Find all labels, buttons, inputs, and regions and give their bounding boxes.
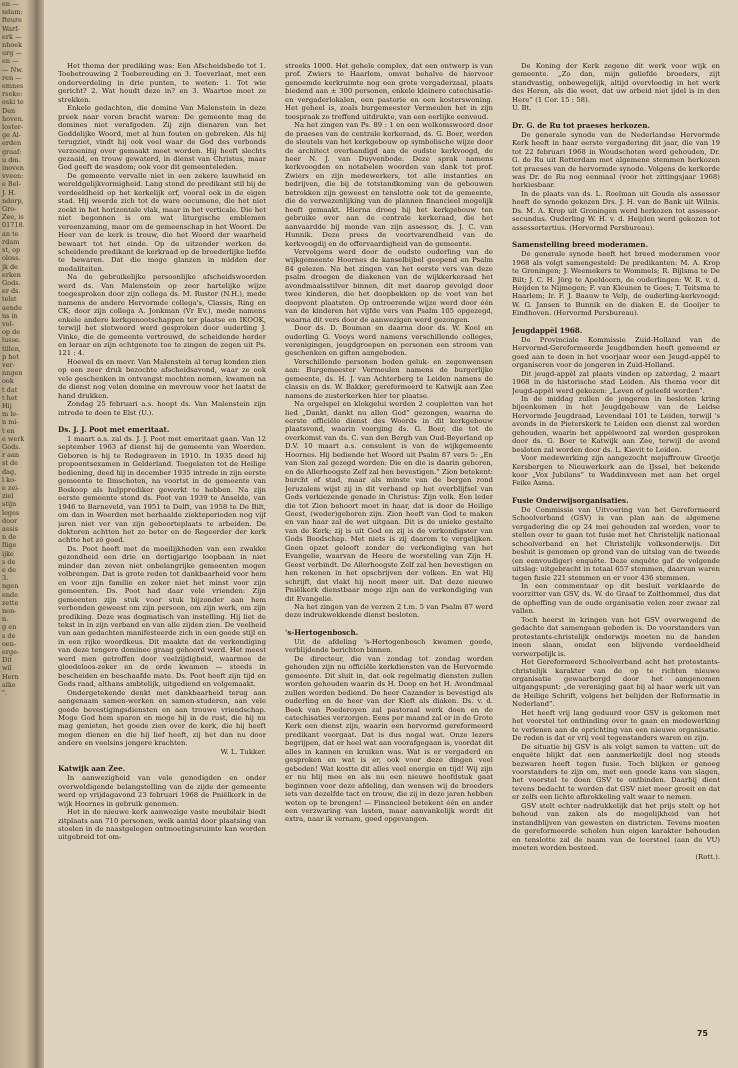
paragraph: Het thema der prediking was: Een Afscheidsbede tot 1. Toebetrouwing 2 Toebereuding en 3. Toeverlaat, met een onderverdeling in drie punten, te weten: 1. Tot wie gericht? 2. Wat houdt deze in? en 3. Waartoe moet ze strekken.: [58, 62, 266, 104]
gutter-fragment: zette: [2, 598, 19, 607]
adjacent-page-edge: [0, 0, 36, 1068]
gutter-fragment: emnes: [2, 82, 24, 91]
paragraph: Het Gereformeerd Schoolverband acht het protestants-christelijk karakter van de op te richten nieuwe organisatie gewaarborgd door het aangenomen uitgangspunt: „de vereniging gaat bij al haar werk uit van de Heilige Schrift, volgens het belijden der Reformatie in Nederland”.: [512, 658, 720, 709]
gutter-fragment: r aan: [2, 451, 20, 460]
paragraph: Ds. Poot heeft met de moeilijkheden van een zwakke gezondheid een drie en dertigjarige loopbaan in niet minder dan zeven niet onbelangrijke gemeenten mogen volbrengen. Dat is grote reden tot dankbaarheid voor hem en voor zijn familie en zeker niet het minst voor zijn gemeenten. Ds. Poot had daar vele vrienden: Zijn gemeenten zijn stuk voor stuk bijzonder aan hem verbonden geweest om zijn persoon, om zijn werk, om zijn prediking. Deze was dogmatisch van instelling. Hij liet de tekst in in zijn verband en van alle zijden zien. De veelheid van aan gedachten manifesteerde zich in een goede stijl en in een rijke woordkeus. Dit maakte dat de verkondiging van deze tengere dominee graag gehoord werd. Het meest werd men getroffen door veelzijdigheid, waarmee de gloedeloos-zeker en de orde kwamen — steeds in bescheiden en beschaafde mate. Ds. Poot heeft zijn tijd en Gods raad, althans ambtelijk, uitgediend en volgemaakt.: [58, 544, 266, 689]
paragraph: Enkele gedachten, die domine Van Malenstein in deze preek naar voren bracht waren: De gemeente mag de domines niet verafgoden. Zij zijn dienaren van het Goddelijke Woord, met al hun fouten en gebreken. Als hij terugziet, vindt hij ook veel waar de God des verbonds verzoening over gemaakt moet worden. Hij heeft slechts gezaaid, en trouw gewaterd, in dienst van Christus, maar God geeft de wasdom; ook voor dit gemeenteleden.: [58, 104, 266, 172]
paragraph: Na de gebruikelijke persoonlijke afscheidswoorden werd ds. Van Malenstein op zeer hartelijke wijze toegesproken door zijn collega ds. M. Ruster (N.H.), mede namens de andere Hervormde collega's, Classis, Ring en CK; door zijn collega A. Jonkman (Vr Ev.), mede namens enkele andere kerkgenootschappen ter plaatse en IKOOK, terwijl het slotwoord werd gesproken door ouderling J. Vinke, die de gemeente vertrouwd, de scheidende herder en leraar en zijn echtgenote toe te zingen de zegen uit Ps. 121 : 4.: [58, 273, 266, 358]
article-columns: [58, 62, 720, 1042]
paragraph: De directeur, die van zondag tot zondag worden gehouden zijn nu officiële kerkdiensten van de Hervormde gemeente. Dit sluit in, dat ook regelmatig diensten zullen worden gehouden waarin ds H. Doop en het H. Avondmaal zullen worden bediend. De heer Cazander is bevestigd als ouderling en de heer van der Kieft als diaken. Ds. v. d. Beek van Poederoyen zal pastoraal werk doen en de catechisaties verzorgen. Eens per maand zal er in de Grote Kerk een dienst zijn, waarin een hervormd gereformeerd predikant voorgaat. Dat is dus nogal wat. Onze lezers begrijpen, dat er heel wat aan voorafgegaan is, voordat dit alles in kannen en kruiken was. Wat is er vergaderd en gesproken en wat is er, ook voor deze dingen veel gebeden! Wat kostte dit alles veel energie en tijd! Wij zijn er nu blij mee en als nu een nieuwe hoofdstuk gaat beginnen voor deze afdeling, dan wensen wij de broeders iets van dezelfde tact en trouw, die zij in deze jaren hebben weten op te brengen! — Financieel betekent één en ander een verzwaring van lasten, maar aanvankelijk wordt dit extra, naar ik vernam, goed opgevangen.: [285, 654, 493, 824]
gutter-fragment: m le-: [2, 410, 19, 419]
paragraph: De Commissie van Uitvoering van het Gereformeerd Schoolverband (GSV) is van plan aan de algemene vergadering die op 24 mei gehouden zal worden, voor te stellen over te gaan tot fusie met het Christelijk nationaal schoolverband en het Christelijk volksonderwijs. Dit besluit is genomen op grond van de uitslag van de tweede (en eenvoudiger) enquête. Deze enquête gaf de volgende uitslag: uitgebracht in totaal 657 stemmen, daarvan waren tegen fusie 221 stemmen en er voor 436 stemmen.: [512, 505, 720, 582]
column-middle: [285, 62, 493, 1042]
gutter-fragment: graaf:: [2, 147, 22, 156]
gutter-fragment: st, op: [2, 246, 21, 255]
gutter-fragment: flige: [2, 541, 17, 550]
gutter-fragment: p het: [2, 352, 19, 361]
paragraph: Voor medewerking zijn aangezocht mejuffrouw Greetje Kersbergen te Nieuwerkerk aan de IJssel, het bekende koor „Vox Jubilans” te Waddinxveen met aan het orgel Feike Asma.: [512, 454, 720, 488]
paragraph: Het in de nieuwe kerk aanwezige vaste meubilair biedt zitplaats aan 710 personen, welk aantal door plaatsing van stoelen in de naastgelegen ontmoetingsruimte kan worden uitgebreid tot om-: [58, 808, 266, 842]
gutter-fragment: op de: [2, 328, 21, 337]
gutter-fragment: t en: [2, 426, 15, 435]
paragraph: Zondag 25 februari a.s. hoopt ds. Van Malenstein zijn intrede te doen te Elst (U.).: [58, 400, 266, 417]
paragraph: Verschillende personen boden geluk- en zegenwensen aan: Burgemeester Vermeulen namens de burgerlijke gemeente, ds. H. J. van Achterberg te Leiden namens de classis en ds. W. Bakker, gereformeerd te Katwijk aan Zee namens de zusterkerken hier ter plaatse.: [285, 357, 493, 400]
paragraph: De Koning der Kerk zegene dit werk voor wijk en gemeente. „Zo dan, mijn geliefde broeders, zijt standvastig, onbewegelijk, altijd overvloedig in het werk des Heren, als die weet, dat uw arbeid niet ijdel is in den Here” (1 Cor. 15 : 58).: [512, 62, 720, 104]
gutter-fragment: erge-: [2, 648, 20, 657]
gutter-fragment: ".: [2, 689, 8, 698]
paragraph: In een commentaar op dit besluit verklaarde de voorzitter van GSV, ds. W. de Graaf te Zaltbommel, dus dat de opheffing van de oude organisatie velen zeer zwaar zal vallen.: [512, 582, 720, 616]
gutter-fragment: n.: [2, 615, 9, 624]
gutter-fragment: ook: [2, 377, 14, 386]
paragraph: GSV stelt echter nadrukkelijk dat het prijs stelt op het behoud van zaken als de mogelijkheid van het instandblijven van gewesten en districten. Tevens moeten de gereformeerde scholen hun eigen karakter behouden en tenslotte zal de naam van de leerstoel (aan de VU) moeten worden besteed.: [512, 801, 720, 853]
section-heading: 's-Hertogenbosch.: [285, 627, 359, 637]
gutter-fragment: n de: [2, 533, 17, 542]
gutter-fragment: ver-: [2, 360, 15, 369]
paragraph: Door ds. D. Bouman en daarna door ds. W. Kool en ouderling G. Vooys werd namens verschillende colleges, verenigingen, jeugdgroepen en personen een stroom van geschenken en giften aangeboden.: [285, 324, 493, 358]
section-heading: Samenstelling breed moderamen.: [512, 240, 648, 250]
gutter-fragment: u dm.: [2, 155, 21, 164]
gutter-fragment: aende: [2, 303, 22, 312]
paragraph: In aanwezigheid van vele genodigden en onder overweldigende belangstelling van de zijde der gemeente werd op vrijdagavond 23 februari 1968 de Pniëlkerk in de wijk Hoornes in gebruik genomen.: [58, 774, 266, 808]
section-heading: Ds. J. J. Poot met emeritaat.: [58, 425, 170, 435]
gutter-fragment: nngen: [2, 369, 23, 378]
gutter-fragment: rseke:: [2, 90, 23, 99]
paragraph: Uit de afdeling 's-Hertogenbosch kwamen goede, verblijdende berichten binnen.: [285, 637, 493, 655]
gutter-fragment: Den: [2, 106, 16, 115]
gutter-fragment: e werk: [2, 434, 25, 443]
gutter-fragment: leges: [2, 508, 20, 517]
gutter-fragment: hoven.: [2, 114, 24, 123]
gutter-fragment: eski te: [2, 98, 24, 107]
gutter-fragment: ge Al-: [2, 131, 22, 140]
gutter-fragment: ngen: [2, 582, 19, 591]
gutter-fragment: ijke: [2, 549, 14, 558]
gutter-fragment: non-: [2, 607, 17, 616]
gutter-fragment: jk de: [2, 262, 19, 271]
gutter-fragment: ns in: [2, 311, 18, 320]
gutter-fragment: urg —: [2, 49, 23, 58]
paragraph: In de plaats van ds. L. Roelman uit Gouda als assessor heeft de synode gekozen Drs. J. H. van de Bank uit Wilnis. Ds. M. A. Krop uit Groningen werd herkozen tot assessor-secundus. Ouderling W. H. v. d. Heijden werd gekozen tot assessortertius. (Hervormd Persbureau).: [512, 189, 720, 232]
gutter-fragment: s de: [2, 557, 16, 566]
section-heading: Katwijk aan Zee.: [58, 764, 126, 774]
gutter-fragment: Gods.: [2, 278, 21, 287]
gutter-fragment: s de: [2, 631, 16, 640]
paragraph: Na orgelspel en klokgelui werden 2 coupletten van het lied „Dankt, dankt nu allen God” gezongen, waarna de eerste officiële dienst des Woords in dit kerkgebouw plaatsvond, waarin voorging ds. G. Boer, die tot de overkomst van ds. C. van den Bergh van Oud-Beyerland op D.V. 10 maart a.s. consulent is van de wijkgemeente Hoornes. Hij bediende het Woord uit Psalm 87 vers 5: „En van Sion zal gezegd worden: Die en die is daarin geboren, en de Allerhoogste Zelf zal hen bevestigen.” Zion betekent: burcht of stad, maar als minste van de bergen rond Jeruzalem wijst zij in dit verband op het overblijfsel van Gods verkiezende genade in Christus: Zijn volk. Een leder die tot Zion behoort moet in haar, dat is door de Heilige Geest, (weder)geboren zijn. Zion heeft van God te maken en van haar zal de wet uitgaan. Dit is de unieke gestalte van de Kerk; zij is uit God en zij is de verkondigster van Gods Boodschap. Met niets is zij daarom te vergelijken. Geen opzet gelooft zonder de verkondiging van het Evangelie, waarvan de Heere de worsteling van Zijn H. Geest verbindt. De Allerhoogste Zelf zal hen bevestigen en hen rekenen in het opschrijven der volken. En wat Hij schrijft, dat vlakt hij nooit meer uit. Dat deze nieuwe Pniëlkerk dienstbaar moge zijn aan de verkondiging van dit Evangelie.: [285, 400, 493, 603]
gutter-fragment: 3.: [2, 574, 9, 583]
gutter-fragment: erken: [2, 270, 21, 279]
paragraph: Dit jeugd-appèl zal plaats vinden op zaterdag, 2 maart 1968 in de historische stad Leiden. Als thema voor dit Jeugd-appèl werd gekozen: „Leven of geleefd worden”.: [512, 369, 720, 395]
paragraph: U. Bt.: [512, 104, 532, 113]
paragraph: streeks 1000. Het gehele complex, dat een ontwerp is van prof. Zwiers te Haarlem, omvat behalve de hiervoor genoemde kerkruimte nog een grote vergaderzaal, plaats biedend aan ± 300 personen, enkele kleinere catechisatie- en vergaderlokalen, een pastorie en een kosterswoning. Het geheel is, zoals burgemeester Vermeulen het in zijn toespraak zo treffend uitdrukte, van een eerlijke eenvoud.: [285, 62, 493, 121]
gutter-fragment: Hij: [2, 401, 12, 410]
gutter-fragment: t dat: [2, 385, 18, 394]
paragraph: In de middag zullen de jongeren in besloten kring bijeenkomen in het Jeugdgebouw van de Leidse Hervormde Jeugdraad, Levendaal 101 te Leiden, terwijl 's avonds in de Pieterskerk te Leiden een dienst zal worden gehouden, waarin het appèlwoord zal worden gesproken door ds. G. Boer te Katwijk aan Zee, terwijl de avond besloten zal worden door ds. L. Kievit te Leiden.: [512, 394, 720, 454]
gutter-fragment: — Nw.: [2, 65, 24, 74]
gutter-fragment: dag,: [2, 467, 17, 476]
gutter-fragment: tillen,: [2, 344, 21, 353]
paragraph: Na het zingen van Ps. 89 : 1 en een welkomswoord door de praeses van de centrale kerkeraad, ds. G. Boer, werden de sleutels van het kerkgebouw op symbolische wijze door de architect overhandigd aan de oudste kerkvoogd, de heer N. J. van Duyvenbode. Deze sprak namens kerkvoogden en notabelen woorden van dank tot prof. Zwiers en zijn medewerkers, tot alle instanties en bedrijven, die bij de totstandkoming van de gebouwen betrokken zijn geweest en tenslotte ook tot de gemeente, die de verwezenlijking van de plannen financieel mogelijk heeft gemaakt. Hierna droeg hij het kerkgebouw ten gebruike over aan de centrale kerkeraad, die het aanvaardde bij monde van zijn assessor, ds. J. C. van Hunnik. Deze prees de voortvarendheid van de kerkvoogdij en de offervaardigheid van de gemeente.: [285, 121, 493, 248]
gutter-fragment: ndorp,: [2, 196, 24, 205]
gutter-fragment: e zei-: [2, 483, 20, 492]
gutter-fragment: oloss.: [2, 254, 21, 263]
gutter-fragment: door: [2, 516, 18, 525]
paragraph: De generale synode heeft het breed moderamen voor 1968 als volgt samengesteld: De predikanten: M. A. Krop te Groningen; J. Weemekers te Wommels; R. Bijlsma te De Bilt; J. C. H. Jörg te Apeldoorn, de ouderlingen: W. R. v. d. Heijden te Nijmegen; F. van Kleunen te Goes; T. Teitsma te Haarlem; Ir. F. J. Baauw te Velp, de ouderling-kerkvoogd: W. G. Jansen te Bunnik en de diaken E. de Gooijer te Eindhoven. (Hervormd Persbureau).: [512, 250, 720, 318]
gutter-fragment: vol-: [2, 319, 14, 328]
gutter-fragment: Warf-: [2, 24, 20, 33]
gutter-fragment: 01718.: [2, 221, 25, 230]
gutter-fragment: an te: [2, 229, 19, 238]
newspaper-page: [44, 0, 738, 1068]
gutter-fragment: l ko-: [2, 475, 17, 484]
gutter-fragment: erden: [2, 139, 22, 148]
gutter-fragment: erk —: [2, 32, 22, 41]
author-signature: W. L. Tukker.: [220, 747, 266, 756]
paragraph: Vervolgens werd door de oudste ouderling van de wijkgemeente Hoornes de kanselbijbel geopend en Psalm 84 gelezen. Na het zingen van het eerste vers van deze psalm droegen de diakenen van de wijkkerkeraad het avondmaalsstilver binnen, dit met daarop gevolgd door twee kinderen, die het doopbekken op de voet van het doopvont plaatsten. Op ontroerende wijze werd door één van de kinderen het vijfde vers van Psalm 105 opgezegd, waarna dit vers door de aanwezigen werd gezongen.: [285, 247, 493, 324]
gutter-fragment: Zee, is: [2, 213, 24, 222]
gutter-fragment: wil: [2, 664, 12, 673]
gutter-fragment: alke: [2, 680, 16, 689]
gutter-fragment: telst: [2, 295, 17, 304]
gutter-fragment: Gro-: [2, 205, 17, 214]
gutter-fragment: ziel: [2, 492, 14, 501]
gutter-fragment: e Bel-: [2, 180, 21, 189]
gutter-fragment: J. H.: [2, 188, 16, 197]
gutter-fragment: ende: [2, 590, 19, 599]
gutter-fragment: en —: [2, 57, 19, 66]
column-right: [512, 62, 720, 1042]
paragraph: De gemeente vervalle niet in een zekere lauwheid en wereldgelijkvormigheid. Lang stond de predikant stil bij de verdeeldheid op het kerkelijk erf, vooral ook in de eigen stad. Hij weerde zich tot de ware oecumene, die het niet zoekt in het horizontale vlak, maar in het verticale. Die het niet begonnen is om wat liturgische emblemen vereenzaming, maar om de gemeenschap in het Woord. De Heer van de kerk is trouw, die het Woord der waarheid bewaart tot het einde. Op de uitzonder werken de scheidende predikant de kerkraad op de broederlijke liefde te bewaren. Dat die moge glanzen in midden der modaliteiten.: [58, 171, 266, 273]
section-heading: Jeugdappèl 1968.: [512, 325, 583, 335]
paragraph: 1 maart a.s. zal ds. J. J. Poot met emeritaat gaan. Van 12 september 1963 af dienst hij de gemeente van Woerden. Geboren is hij te Rodegraven in 1910. In 1935 deed hij propoentsexamen in Gelderland. Toegelaten tot de Heilige bediening, deed hij in december 1935 intrede in zijn eerste gemeente te Ilmschoten, na voortst in de gemeente van Boskoop als hulpprediker gewerkt te hebben. Na zijn eerste gemeente stond ds. Poot van 1939 te Anselde, van 1946 te Barneveld, van 1951 te Delft, van 1958 te De Bilt, om dan in Woerden met herhaalde ziekteperioden nog vijf jaren niet ver van zijn geboorteplaats te arbeiden. De doktoren achtten het zo beter en de Regeerder der kerk achtte het zó goed.: [58, 435, 266, 545]
gutter-fragment: inoven: [2, 164, 24, 173]
gutter-fragment: lusse.: [2, 336, 21, 345]
gutter-fragment: Dit: [2, 656, 12, 665]
gutter-fragment: ndam:: [2, 8, 23, 17]
gutter-fragment: loster-: [2, 123, 24, 132]
paragraph: Ondergetekende denkt met dankbaarheid terug aan aangenaam samen-werken en samen-studeren, aan vele goede bevestigingsdiensten en aan trouwe vriendschap. Moge God hem sparen en moge hij in de rust, die hij nu mag genieten, het goede zien over de kerk, die hij heeft mogen dienen en die hij lief heeft, zij het dan nu door andere en veelsins jongere krachten.: [58, 688, 266, 748]
gutter-fragment: n mi-: [2, 418, 19, 427]
gutter-fragment: nhoek: [2, 41, 23, 50]
gutter-fragment: rdam: [2, 237, 20, 246]
paragraph: De generale synode van de Nederlandse Hervormde Kerk heeft in haar eerste vergadering dit jaar, die van 19 tot 22 februari 1968 in Woudschoten werd gehouden, Dr. G. de Ru uit Rotterdam met algemene stemmen herkozen tot praeses van de hervormde synode. Volgens de kerkorde was Dr. de Ru nog eenmaal (voor het zittingsjaar 1968) herkiesbaar.: [512, 130, 720, 190]
gutter-fragment: er ds.: [2, 287, 21, 296]
gutter-fragment: oen-: [2, 639, 17, 648]
paragraph: Hoewel ds en mevr. Van Malenstein al terug konden zien op een zeer druk bezochte afscheidsavond, waar ze ook vele geschenken in ontvangst mochten nemen, kwamen na de dienst nog velen domine en mevrouw voor het laatst de hand drukken.: [58, 357, 266, 400]
author-signature: (Rott.).: [695, 852, 720, 861]
gutter-fragment: en —: [2, 0, 19, 8]
page-number: 75: [696, 1029, 708, 1038]
paragraph: Na het zingen van de verzen 2 t.m. 5 van Psalm 87 werd deze indrukwekkende dienst besloten.: [285, 603, 493, 620]
gutter-fragment: ren —: [2, 73, 22, 82]
section-heading: Fusie Onderwijsorganisaties.: [512, 495, 629, 505]
gutter-fragment: e de: [2, 566, 16, 575]
gutter-fragment: assis: [2, 525, 18, 533]
paragraph: De Provinciale Kommissie Zuid-Holland van de Hervormd-Gereformeerde Jeugdbonden heeft gemeend er goed aan te doen in het voorjaar weer een Jeugd-appèl te organiseren voor de jongeren in Zuid-Holland.: [512, 335, 720, 370]
gutter-fragment: st de: [2, 459, 19, 468]
gutter-fragment: Hern: [2, 672, 19, 681]
column-left: [58, 62, 266, 1042]
gutter-fragment: fteure: [2, 16, 23, 25]
gutter-fragment: t het: [2, 393, 18, 402]
paragraph: Toch heerst in kringen van het GSV overwegend de gedachte dat samengaan geboden is. De voorstanders van protestants-christelijk onderwijs moeten nu de handen ineen slaan, omdat een blijvende verdeeldheid verwerpelijk is.: [512, 615, 720, 658]
gutter-fragment: vveen:: [2, 172, 24, 181]
gutter-fragment: Gods.: [2, 442, 21, 451]
paragraph: Het heeft vrij lang geduurd voor GSV is gekomen met het voorstel tot ontbinding over te gaan en medewerking te verlenen aan de oprichting van een nieuwe organisatie. De reden is dat er vrij veel tegenstanders waren en zijn.: [512, 708, 720, 743]
gutter-fragment: stijn: [2, 500, 17, 509]
gutter-fragment: g en: [2, 623, 17, 632]
section-heading: Dr. G. de Ru tot praeses herkozen.: [512, 120, 650, 130]
paragraph: De situatie bij GSV is als volgt samen te vatten: uit de enquête blijkt dat een aanmerkelijk deel nog steeds bezwaren heeft tegen fusie. Toch blijken er genoeg voorstanders te zijn om, met een goede kans van slagen, het voorstel te doen GSV te ontbinden. Daarbij dient tevens bedacht te worden dat GSV niet meer groeit en dat er zelfs een lichte afbrokkeling valt waar te nemen.: [512, 742, 720, 802]
